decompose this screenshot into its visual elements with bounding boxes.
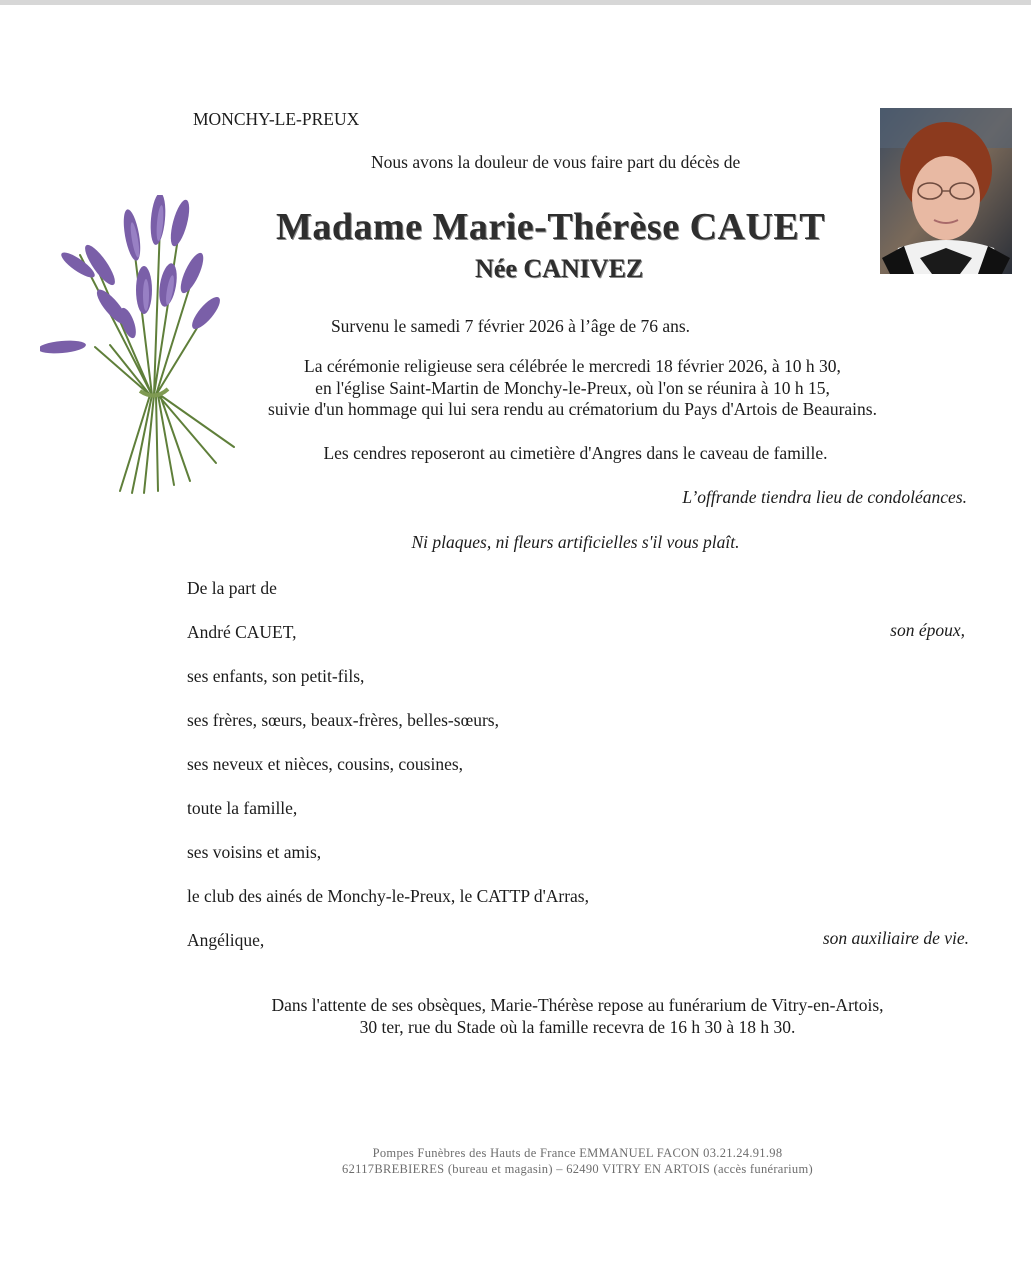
ceremony-line-3: suivie d'un hommage qui lui sera rendu au crématorium du Pays d'Artois de Beaurains. (268, 399, 877, 419)
family-entry-name: le club des ainés de Monchy-le-Preux, le CATTP d'Arras, (187, 886, 589, 906)
maiden-name: Née CANIVEZ (475, 254, 644, 283)
death-date-line: Survenu le samedi 7 février 2026 à l’âge de 76 ans. (330, 316, 691, 336)
family-entry-relation: son époux, (890, 620, 965, 640)
family-entry-name: ses frères, sœurs, beaux-frères, belles-sœurs, (187, 710, 499, 730)
deceased-photo (880, 108, 1012, 274)
viewing-line-2: 30 ter, rue du Stade où la famille recevra de 16 h 30 à 18 h 30. (359, 1017, 796, 1037)
family-entry-name: ses enfants, son petit-fils, (187, 666, 365, 686)
ashes-line: Les cendres reposeront au cimetière d'Angres dans le caveau de famille. (323, 443, 828, 463)
family-heading: De la part de (187, 578, 277, 598)
viewing-line-1: Dans l'attente de ses obsèques, Marie-Thérèse repose au funérarium de Vitry-en-Artois, (271, 995, 884, 1015)
family-entry-name: ses neveux et nièces, cousins, cousines, (187, 754, 464, 774)
ceremony-line-1: La cérémonie religieuse sera célébrée le mercredi 18 février 2026, à 10 h 30, (304, 356, 841, 376)
family-entry-name: André CAUET, (187, 622, 297, 642)
intro-line: Nous avons la douleur de vous faire part du décès de (371, 152, 741, 172)
town-name: MONCHY-LE-PREUX (193, 109, 360, 129)
ceremony-line-2: en l'église Saint-Martin de Monchy-le-Preux, où l'on se réunira à 10 h 15, (315, 378, 830, 398)
family-entry-relation: son auxiliaire de vie. (822, 928, 969, 948)
family-entry-name: Angélique, (187, 930, 265, 950)
funeral-home-footer-line-2: 62117BREBIERES (bureau et magasin) – 62490 VITRY EN ARTOIS (accès funérarium) (342, 1162, 813, 1176)
offering-note: L’offrande tiendra lieu de condoléances. (682, 487, 967, 507)
scan-edge (0, 0, 1031, 5)
family-entry-name: toute la famille, (187, 798, 298, 818)
funeral-home-footer-line-1: Pompes Funèbres des Hauts de France EMMANUEL FACON 03.21.24.91.98 (372, 1146, 783, 1160)
flowers-note: Ni plaques, ni fleurs artificielles s'il vous plaît. (411, 532, 740, 552)
deceased-name: Madame Marie-Thérèse CAUET (276, 206, 826, 248)
family-entry-name: ses voisins et amis, (187, 842, 322, 862)
